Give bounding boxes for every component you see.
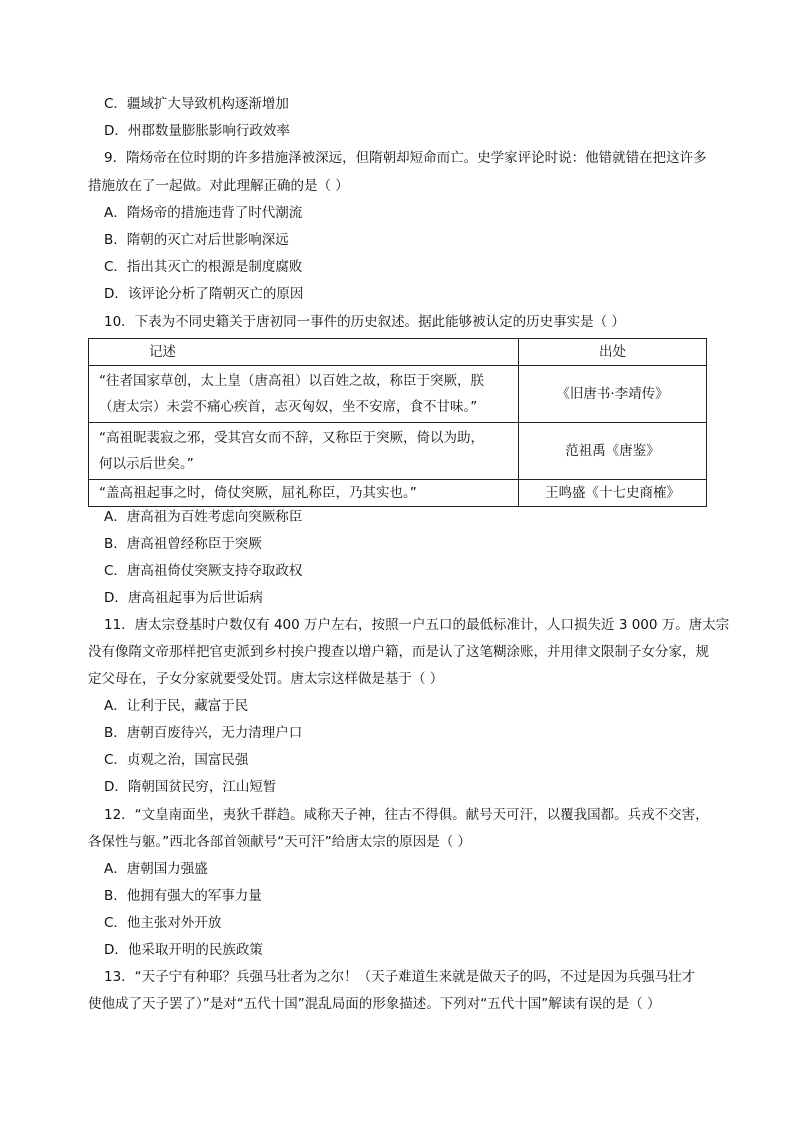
table-header-account: 记述 (89, 339, 519, 366)
table-cell-account (89, 480, 519, 507)
q10-source-table (88, 338, 707, 507)
q9-stem-line1: 9．隋炀帝在位时期的许多措施泽被深远，但隋朝却短命而亡。史学家评论时说：他错就错在把这许多 (104, 150, 707, 166)
q9-option-c: C．指出其灭亡的根源是制度腐败 (104, 259, 303, 275)
q10-option-d: D．唐高祖起事为后世诟病 (104, 590, 263, 606)
q10-option-a: A．唐高祖为百姓考虑向突厥称臣 (104, 509, 303, 525)
account-text-line2: （唐太宗）未尝不痛心疾首，志灭匈奴，坐不安席，食不甘味。” (99, 399, 478, 415)
q11-option-c: C．贞观之治，国富民强 (104, 752, 249, 768)
q13-stem-line2: 使他成了天子罢了）”是对“五代十国”混乱局面的形象描述。下列对“五代十国”解读有误的是（ ） (88, 996, 661, 1012)
q9-option-d: D．该评论分析了隋朝灭亡的原因 (104, 286, 304, 302)
q11-option-b: B．唐朝百废待兴，无力清理户口 (104, 725, 303, 741)
table-row (89, 480, 707, 507)
q11-option-d: D．隋朝国贫民穷，江山短暂 (104, 779, 277, 795)
account-text-line1: “高祖昵裴寂之邪，受其宫女而不辞，又称臣于突厥，倚以为助， (99, 430, 484, 446)
table-cell-source: 范祖禹《唐鉴》 (519, 423, 707, 480)
q11-stem-line2: 没有像隋文帝那样把官吏派到乡村挨户搜查以增户籍，而是认了这笔糊涂账，并用律文限制子女分家，规 (88, 644, 709, 660)
table-header-row (89, 339, 707, 366)
account-text-line2: 何以示后世矣。” (99, 456, 194, 472)
q12-option-d: D．他采取开明的民族政策 (104, 942, 263, 958)
q12-option-a: A．唐朝国力强盛 (104, 861, 208, 877)
q12-stem-line1: 12．“文皇南面坐，夷狄千群趋。咸称天子神，往古不得俱。献号天可汗，以覆我国都。兵戎不交害， (104, 807, 709, 823)
q8-option-d: D．州郡数量膨胀影响行政效率 (104, 123, 290, 139)
table-cell-source: 王鸣盛《十七史商榷》 (519, 480, 707, 507)
q13-stem-line1: 13．“天子宁有种耶？兵强马壮者为之尔！（天子难道生来就是做天子的吗，不过是因为兵强马壮才 (104, 969, 696, 985)
q9-option-b: B．隋朝的灭亡对后世影响深远 (104, 232, 289, 248)
table-header-source: 出处 (519, 339, 707, 366)
q8-option-c: C．疆域扩大导致机构逐渐增加 (104, 96, 289, 112)
table-cell-account (89, 423, 519, 480)
q11-stem-line1: 11．唐太宗登基时户数仅有 400 万户左右，按照一户五口的最低标准计，人口损失近 3 000 万。唐太宗 (104, 617, 730, 633)
q9-stem-line2: 措施放在了一起做。对此理解正确的是（ ） (88, 178, 349, 194)
account-text-line1: “往者国家草创，太上皇（唐高祖）以百姓之故，称臣于突厥，朕 (99, 373, 484, 389)
table-row (89, 423, 707, 480)
q10-option-c: C．唐高祖倚仗突厥支持夺取政权 (104, 563, 303, 579)
table-cell-account (89, 366, 519, 423)
account-text-line1: “盖高祖起事之时，倚仗突厥，屈礼称臣，乃其实也。” (99, 485, 417, 501)
q12-option-b: B．他拥有强大的军事力量 (104, 888, 262, 904)
q10-option-b: B．唐高祖曾经称臣于突厥 (104, 536, 262, 552)
q12-stem-line2: 各保性与躯。”西北各部首领献号“天可汗”给唐太宗的原因是（ ） (88, 834, 472, 850)
q10-stem: 10．下表为不同史籍关于唐初同一事件的历史叙述。据此能够被认定的历史事实是（ ） (104, 314, 625, 330)
q9-option-a: A．隋炀帝的措施违背了时代潮流 (104, 205, 303, 221)
table-row (89, 366, 707, 423)
q12-option-c: C．他主张对外开放 (104, 915, 222, 931)
q11-stem-line3: 定父母在，子女分家就要受处罚。唐太宗这样做是基于（ ） (88, 671, 444, 687)
table-cell-source: 《旧唐书·李靖传》 (519, 366, 707, 423)
q11-option-a: A．让利于民，藏富于民 (104, 698, 249, 714)
